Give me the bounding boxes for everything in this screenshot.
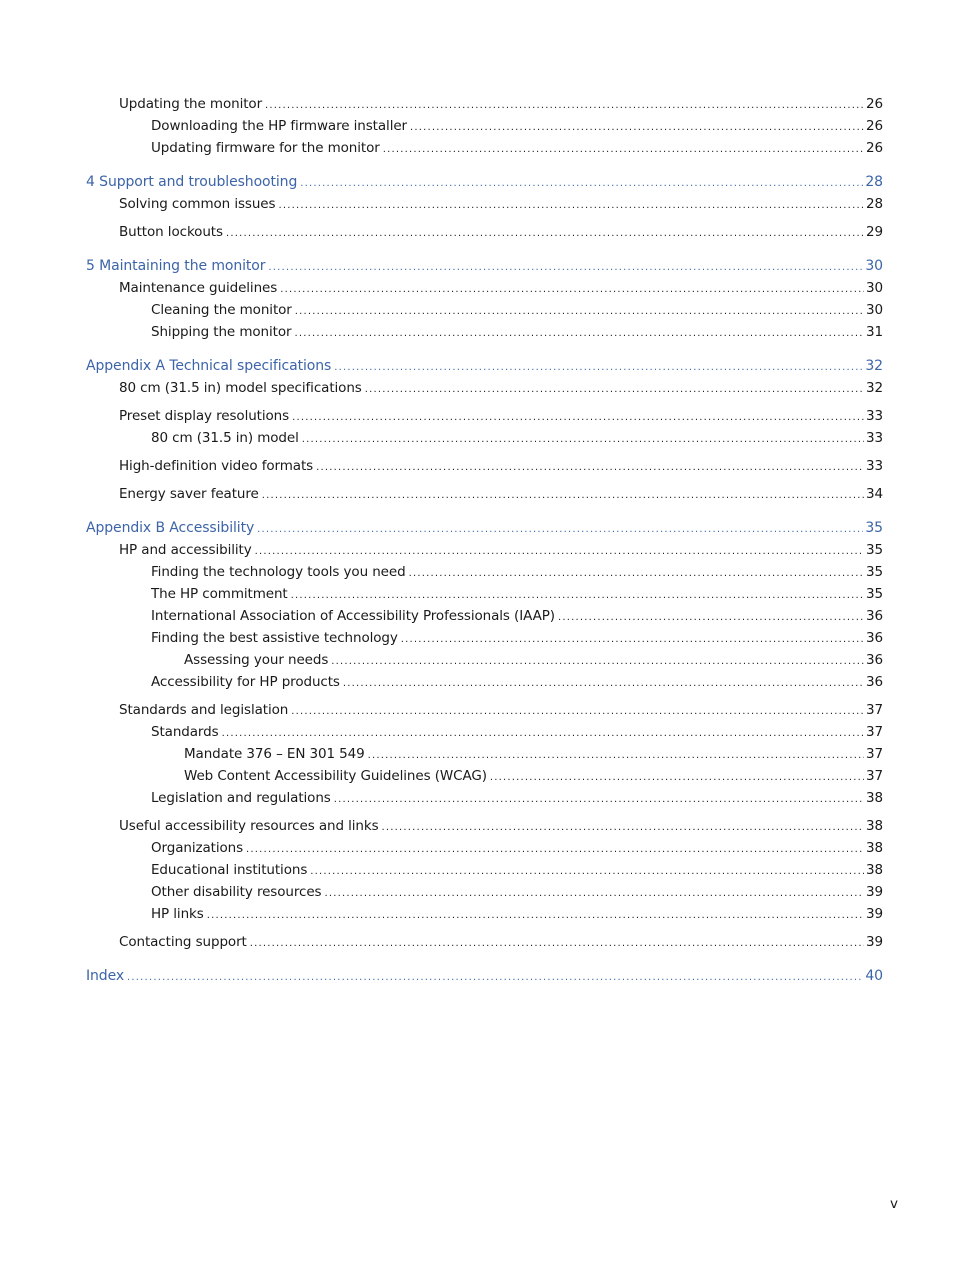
dot-leader	[268, 257, 863, 279]
dot-leader	[558, 607, 864, 629]
dot-leader	[257, 519, 863, 541]
dot-leader	[343, 673, 864, 695]
toc-entry[interactable]	[86, 743, 883, 765]
toc-entry-page: 37	[866, 768, 883, 784]
toc-entry-title: Standards	[151, 724, 219, 740]
dot-leader	[262, 485, 864, 507]
dot-leader	[365, 379, 864, 401]
toc-entry-title: Maintenance guidelines	[119, 280, 278, 296]
toc-entry[interactable]	[86, 627, 883, 649]
dot-leader	[401, 629, 864, 651]
toc-entry-page: 38	[866, 818, 883, 834]
toc-entry[interactable]	[86, 699, 883, 721]
dot-leader	[292, 407, 864, 429]
toc-entry[interactable]	[86, 221, 883, 243]
toc-entry-page: 33	[866, 458, 883, 474]
toc-entry-title: Legislation and regulations	[151, 790, 331, 806]
toc-entry-title: Downloading the HP firmware installer	[151, 118, 407, 134]
dot-leader	[250, 933, 864, 955]
toc-entry-page: 38	[866, 790, 883, 806]
toc-entry[interactable]	[86, 377, 883, 399]
dot-leader	[226, 223, 864, 245]
toc-entry-title: 4 Support and troubleshooting	[86, 174, 298, 190]
toc-entry-title: Cleaning the monitor	[151, 302, 292, 318]
dot-leader	[490, 767, 864, 789]
toc-entry-title: Web Content Accessibility Guidelines (WCAG)	[184, 768, 487, 784]
dot-leader	[291, 701, 864, 723]
dot-leader	[265, 95, 864, 117]
page-number: v	[890, 1196, 898, 1212]
toc-entry-page: 40	[865, 968, 883, 984]
toc-entry-title: Organizations	[151, 840, 244, 856]
toc-entry-title: Educational institutions	[151, 862, 308, 878]
toc-entry[interactable]	[86, 859, 883, 881]
toc-chapter-entry[interactable]	[86, 965, 883, 987]
toc-entry-page: 36	[866, 630, 883, 646]
toc-entry-title: Other disability resources	[151, 884, 322, 900]
toc-entry-title: Finding the best assistive technology	[151, 630, 398, 646]
toc-entry-page: 28	[865, 174, 883, 190]
toc-entry-title: Useful accessibility resources and links	[119, 818, 379, 834]
toc-entry-title: Button lockouts	[119, 224, 223, 240]
toc-entry-title: Solving common issues	[119, 196, 276, 212]
toc-entry-title: HP links	[151, 906, 204, 922]
toc-entry-title: Energy saver feature	[119, 486, 259, 502]
toc-entry[interactable]	[86, 405, 883, 427]
toc-entry-page: 32	[865, 358, 883, 374]
toc-entry-page: 30	[866, 280, 883, 296]
toc-entry-title: Appendix A Technical specifications	[86, 358, 332, 374]
dot-leader	[383, 139, 864, 161]
toc-entry[interactable]	[86, 671, 883, 693]
dot-leader	[331, 651, 864, 673]
toc-entry-title: International Association of Accessibility Professionals (IAAP)	[151, 608, 555, 624]
toc-entry-page: 38	[866, 840, 883, 856]
toc-entry-page: 35	[866, 564, 883, 580]
toc-entry-page: 37	[866, 702, 883, 718]
toc-entry[interactable]	[86, 277, 883, 299]
toc-entry-title: Updating firmware for the monitor	[151, 140, 380, 156]
toc-entry-title: Assessing your needs	[184, 652, 329, 668]
dot-leader	[222, 723, 864, 745]
toc-entry-title: 80 cm (31.5 in) model specifications	[119, 380, 362, 396]
toc-entry-title: Updating the monitor	[119, 96, 263, 112]
toc-entry[interactable]	[86, 137, 883, 159]
toc-chapter-entry[interactable]	[86, 171, 883, 193]
toc-entry-page: 39	[866, 934, 883, 950]
toc-entry-page: 28	[866, 196, 883, 212]
toc-entry-page: 36	[866, 608, 883, 624]
toc-entry[interactable]	[86, 193, 883, 215]
toc-entry-title: Standards and legislation	[119, 702, 289, 718]
toc-entry[interactable]	[86, 837, 883, 859]
toc-entry-title: High-definition video formats	[119, 458, 314, 474]
toc-entry-title: Preset display resolutions	[119, 408, 290, 424]
dot-leader	[316, 457, 864, 479]
dot-leader	[368, 745, 864, 767]
toc-entry-page: 31	[866, 324, 883, 340]
toc-entry[interactable]	[86, 931, 883, 953]
toc-entry-page: 36	[866, 652, 883, 668]
toc-entry-page: 39	[866, 906, 883, 922]
toc-entry-page: 35	[866, 586, 883, 602]
toc-entry[interactable]	[86, 561, 883, 583]
toc-entry-page: 33	[866, 408, 883, 424]
toc-entry[interactable]	[86, 427, 883, 449]
toc-entry-title: 5 Maintaining the monitor	[86, 258, 266, 274]
toc-entry-page: 35	[865, 520, 883, 536]
toc-entry[interactable]	[86, 321, 883, 343]
toc-entry-page: 35	[866, 542, 883, 558]
toc-entry-title: Mandate 376 – EN 301 549	[184, 746, 365, 762]
toc-entry-title: The HP commitment	[151, 586, 288, 602]
toc-entry-title: Accessibility for HP products	[151, 674, 340, 690]
dot-leader	[278, 195, 864, 217]
dot-leader	[302, 429, 864, 451]
dot-leader	[280, 279, 864, 301]
dot-leader	[382, 817, 864, 839]
toc-entry[interactable]	[86, 455, 883, 477]
dot-leader	[334, 789, 864, 811]
toc-entry-page: 39	[866, 884, 883, 900]
toc-entry-page: 29	[866, 224, 883, 240]
toc-entry-title: HP and accessibility	[119, 542, 252, 558]
dot-leader	[294, 323, 864, 345]
toc-chapter-entry[interactable]	[86, 517, 883, 539]
toc-entry-page: 37	[866, 724, 883, 740]
toc-entry-page: 34	[866, 486, 883, 502]
toc-entry-page: 36	[866, 674, 883, 690]
toc-entry[interactable]	[86, 765, 883, 787]
dot-leader	[291, 585, 864, 607]
toc-chapter-entry[interactable]	[86, 255, 883, 277]
dot-leader	[310, 861, 864, 883]
toc-entry-page: 26	[866, 96, 883, 112]
dot-leader	[295, 301, 864, 323]
toc-entry-page: 26	[866, 140, 883, 156]
toc-entry[interactable]	[86, 649, 883, 671]
dot-leader	[410, 117, 864, 139]
toc-entry-title: Index	[86, 968, 125, 984]
toc-entry[interactable]	[86, 299, 883, 321]
toc-entry-page: 37	[866, 746, 883, 762]
toc-entry[interactable]	[86, 881, 883, 903]
toc-entry-title: Contacting support	[119, 934, 247, 950]
toc-entry[interactable]	[86, 539, 883, 561]
toc-entry-title: 80 cm (31.5 in) model	[151, 430, 299, 446]
toc-entry[interactable]	[86, 605, 883, 627]
toc-entry-page: 38	[866, 862, 883, 878]
dot-leader	[300, 173, 863, 195]
dot-leader	[207, 905, 864, 927]
toc-entry-page: 33	[866, 430, 883, 446]
toc-entry-page: 30	[866, 302, 883, 318]
dot-leader	[324, 883, 864, 905]
toc-entry[interactable]	[86, 583, 883, 605]
toc-entry-title: Appendix B Accessibility	[86, 520, 255, 536]
dot-leader	[255, 541, 864, 563]
dot-leader	[246, 839, 864, 861]
toc-entry-title: Shipping the monitor	[151, 324, 292, 340]
dot-leader	[127, 967, 863, 989]
toc-entry-page: 32	[866, 380, 883, 396]
toc-entry[interactable]	[86, 721, 883, 743]
toc-chapter-entry[interactable]	[86, 355, 883, 377]
toc-entry-page: 30	[865, 258, 883, 274]
dot-leader	[409, 563, 864, 585]
toc-entry[interactable]	[86, 787, 883, 809]
dot-leader	[334, 357, 863, 379]
toc-entry[interactable]	[86, 115, 883, 137]
toc-entry-title: Finding the technology tools you need	[151, 564, 406, 580]
toc-entry[interactable]	[86, 903, 883, 925]
table-of-contents	[86, 93, 883, 987]
toc-entry[interactable]	[86, 483, 883, 505]
toc-entry[interactable]	[86, 93, 883, 115]
toc-entry[interactable]	[86, 815, 883, 837]
toc-entry-page: 26	[866, 118, 883, 134]
